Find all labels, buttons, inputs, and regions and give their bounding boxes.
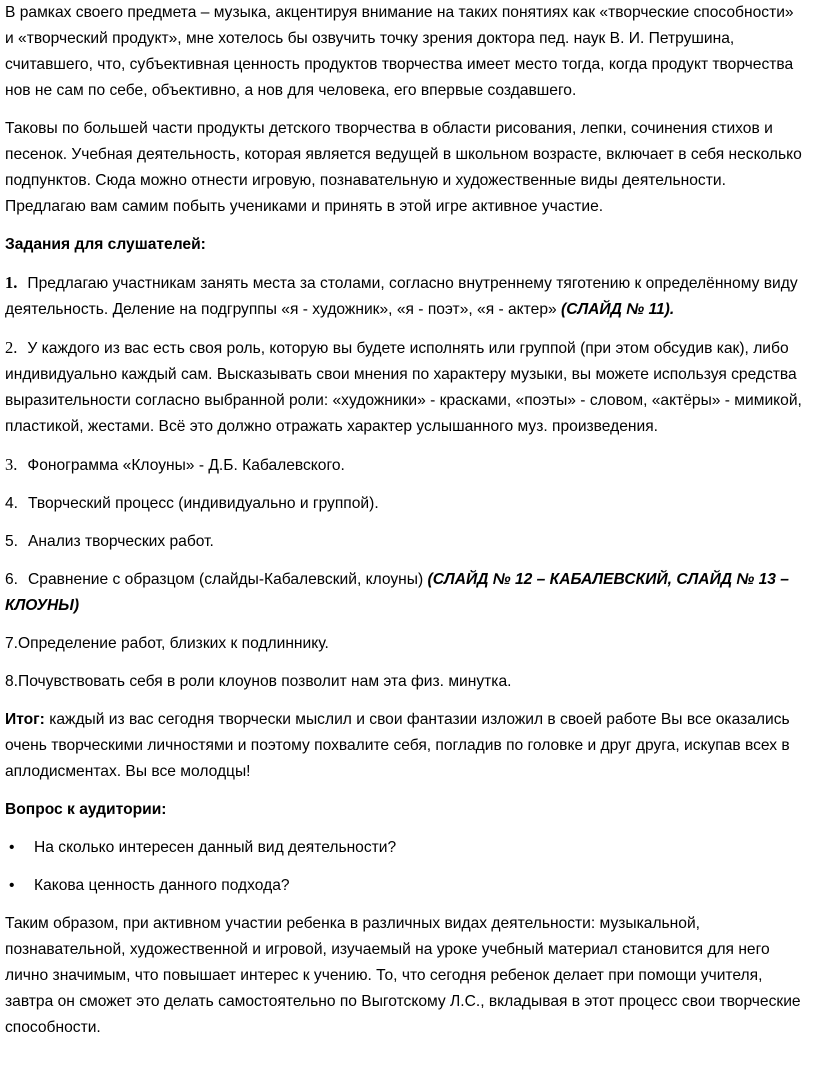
task-text: Предлагаю участникам занять места за столами, согласно внутреннему тяготению к определённому виду деятельность. Деление на подгруппы «я - художник», «я - поэт», «я - актер»	[5, 275, 798, 318]
task-item-1	[5, 270, 804, 323]
task-number: 3.	[5, 455, 18, 474]
task-item-4	[5, 491, 804, 517]
slide-reference: (СЛАЙД № 11).	[561, 301, 675, 318]
summary-label: Итог:	[5, 711, 45, 728]
task-item-6	[5, 567, 804, 619]
conclusion-paragraph: Таким образом, при активном участии ребенка в различных видах деятельности: музыкальной, познавательной, художественной и игровой, изучаемый на уроке учебный материал становится для него лично значимым, что повышает интерес к учению. То, что сегодня ребенок делает при помощи учителя, завтра он сможет это делать самостоятельно по Выготскому Л.С., вкладывая в этот процесс свои творческие способности.	[5, 915, 801, 1036]
intro-paragraph-1: В рамках своего предмета – музыка, акцентируя внимание на таких понятиях как «творческие способности» и «творческий продукт», мне хотелось бы озвучить точку зрения доктора пед. наук В. И. Петрушина, считавшего, что, субъективная ценность продуктов творчества имеет место тогда, когда продукт творчества нов не сам по себе, объективно, а нов для человека, его впервые создавшего.	[5, 4, 794, 99]
bullet-icon: •	[9, 839, 15, 856]
tasks-heading: Задания для слушателей:	[5, 236, 206, 253]
task-item-3	[5, 452, 804, 479]
slide-reference: (СЛАЙД № 12 – КАБАЛЕВСКИЙ, СЛАЙД № 13 – КЛОУНЫ)	[5, 571, 789, 614]
task-text: Почувствовать себя в роли клоунов позволит нам эта физ. минутка.	[18, 673, 512, 690]
task-text: Фонограмма «Клоуны» - Д.Б. Кабалевского.	[27, 457, 345, 474]
task-number: 5.	[5, 533, 19, 550]
summary-paragraph	[5, 707, 804, 785]
question-item-1	[5, 835, 804, 861]
task-text: Творческий процесс (индивидуально и группой).	[28, 495, 379, 512]
task-item-8	[5, 669, 804, 695]
question-text: Какова ценность данного подхода?	[34, 877, 290, 894]
task-text: Анализ творческих работ.	[28, 533, 214, 550]
questions-heading: Вопрос к аудитории:	[5, 801, 167, 818]
summary-text: каждый из вас сегодня творчески мыслил и свои фантазии изложил в своей работе Вы все оказались очень творческими личностями и поэтому похвалите себя, погладив по головке и друг друга, искупав всех в аплодисментах. Вы все молодцы!	[5, 711, 790, 780]
intro-paragraph-2: Таковы по большей части продукты детского творчества в области рисования, лепки, сочинения стихов и песенок. Учебная деятельность, которая является ведущей в школьном возрасте, включает в себя несколько подпунктов. Сюда можно отнести игровую, познавательную и художественные виды деятельности. Предлагаю вам самим побыть учениками и принять в этой игре активное участие.	[5, 120, 802, 215]
task-number: 4.	[5, 495, 19, 512]
task-number: 1.	[5, 273, 18, 292]
task-number: 8.	[5, 673, 19, 690]
task-item-7	[5, 631, 804, 657]
task-text: Определение работ, близких к подлиннику.	[18, 635, 329, 652]
task-item-2	[5, 335, 804, 440]
question-item-2	[5, 873, 804, 899]
task-text: У каждого из вас есть своя роль, которую вы будете исполнять или группой (при этом обсудив как), либо индивидуально каждый сам. Высказывать свои мнения по характеру музыки, вы можете используя средства выразительности согласно выбранной роли: «художники» - красками, «поэты» - словом, «актёры» - мимикой, пластикой, жестами. Всё это должно отражать характер услышанного муз. произведения.	[5, 340, 802, 435]
bullet-icon: •	[9, 877, 15, 894]
task-number: 6.	[5, 571, 19, 588]
question-text: На сколько интересен данный вид деятельности?	[34, 839, 397, 856]
task-number: 7.	[5, 635, 19, 652]
task-text: Сравнение с образцом (слайды-Кабалевский, клоуны)	[28, 571, 428, 588]
task-number: 2.	[5, 338, 18, 357]
task-item-5	[5, 529, 804, 555]
